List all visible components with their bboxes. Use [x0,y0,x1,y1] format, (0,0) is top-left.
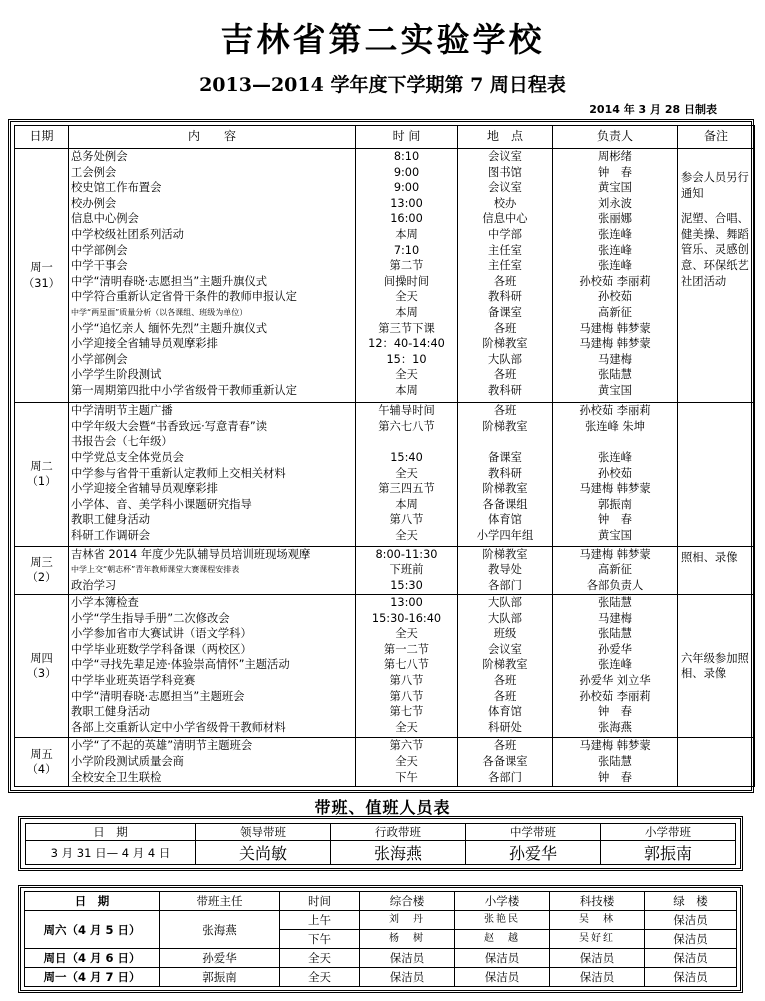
person-line: 孙爱华 刘立华 [579,674,651,688]
content-line: 政治学习 [71,578,117,592]
time-line: 本周 [395,497,418,511]
date-made: 2014 年 3 月 28 日制表 [589,103,717,116]
place-line: 各班 [493,689,517,703]
person-line: 马建梅 韩梦蒙 [579,739,651,753]
weekend-header-date: 日 期 [25,892,160,911]
content-line: 小学阶段测试质量会商 [71,755,184,769]
header-note: 备注 [678,126,755,149]
content-line: 中学符合重新认定省骨干条件的教师申报认定 [71,290,297,304]
duty-date: 3 月 31 日— 4 月 4 日 [26,841,196,865]
person-line: 张连峰 [598,259,632,273]
person-line: 马建梅 韩梦蒙 [579,321,651,335]
weekend-time: 全天 [280,949,360,968]
time-line: 全天 [395,368,418,382]
weekend-time: 上午 [280,911,360,930]
content-cell [69,738,356,787]
day-date: （31） [23,276,60,290]
day-cell [15,149,69,403]
note-text: 六年级参加照相、录像 [681,651,749,681]
person-line: 高新征 [598,563,632,577]
place-line: 主任室 [488,243,522,257]
place-line: 各班 [493,404,517,418]
content-line: 小学迎接全省辅导员观摩彩排 [71,337,218,351]
duty-primary: 郭振南 [601,841,736,865]
content-line: 教职工健身活动 [71,705,151,719]
person-cell [553,546,678,594]
duty-header-leader: 领导带班 [196,824,331,841]
time-line: 13:00 [390,596,423,610]
time-cell [356,595,458,738]
place-line: 大队部 [488,352,522,366]
person-line: 各部负责人 [586,578,644,592]
place-line: 各班 [493,739,517,753]
person-line: 张陆慧 [598,755,632,769]
time-cell [356,149,458,403]
place-line: 阶梯教室 [482,658,528,672]
weekend-xiaoxue: 保洁员 [455,968,550,987]
time-line: 全天 [395,466,418,480]
page-title: 吉林省第二实验学校 [220,20,545,59]
time-line: 9:00 [393,181,420,195]
person-line [555,434,675,450]
person-cell [553,738,678,787]
weekend-header-lv: 绿 楼 [645,892,737,911]
content-line: 中学校级社团系列活动 [71,227,184,241]
person-line: 张连峰 [598,227,632,241]
weekend-keji: 吴好红 [550,930,645,949]
person-cell [553,403,678,546]
time-line: 第六七八节 [378,419,435,433]
content-line: 小学学生阶段测试 [71,368,162,382]
day-date: （2） [26,571,57,585]
content-line: 中学年级大会暨“书香致远·写意青春”读 [71,419,268,433]
place-line: 教科研 [488,383,522,397]
place-line: 大队部 [488,596,522,610]
content-line: 小学本簿检查 [71,596,139,610]
place-line: 各班 [493,274,517,288]
content-line: 中学“两星面”质量分析（以各课组、班级为单位） [71,307,248,317]
time-line: 下班前 [389,563,424,577]
person-line: 张连峰 [598,658,632,672]
day-row [15,149,755,403]
time-line: 15:30 [390,578,423,592]
place-line: 中学部 [488,227,522,241]
place-line: 各备课组 [482,497,528,511]
time-line: 第三四五节 [378,482,435,496]
place-line: 各班 [493,321,517,335]
weekend-header-row [25,892,737,911]
person-line: 钟 春 [598,513,632,527]
time-line: 第八节 [389,689,424,703]
note-text: 泥塑、合唱、健美操、舞蹈管乐、灵感创意、环保纸艺社团活动 [681,212,749,288]
person-line: 张海燕 [598,720,632,734]
header-place: 地 点 [458,126,553,149]
content-line: 小学迎接全省辅导员观摩彩排 [71,482,218,496]
note-text: 照相、录像 [681,550,738,564]
time-line: 第七节 [389,705,424,719]
day-name: 周五 [30,747,53,761]
time-line: 第二节 [389,259,424,273]
place-line: 各部门 [488,578,522,592]
weekend-row [25,911,737,930]
place-line: 图书馆 [488,165,522,179]
weekend-row [25,949,737,968]
weekend-xiaoxue: 张艳民 [455,911,550,930]
weekend-lv: 保洁员 [645,968,737,987]
time-line: 8:00-11:30 [375,547,438,561]
note-cell [678,738,755,787]
weekend-table [24,891,737,987]
time-cell [356,403,458,546]
day-row [15,595,755,738]
weekend-header-time: 时间 [280,892,360,911]
place-line: 信息中心 [482,212,528,226]
person-line: 钟 春 [598,165,632,179]
person-line: 马建梅 韩梦蒙 [579,337,651,351]
time-cell [356,738,458,787]
time-line: 间操时间 [383,274,430,288]
person-line: 马建梅 [598,611,632,625]
content-cell [69,546,356,594]
person-line: 刘永波 [598,196,632,210]
note-cell [678,546,755,594]
person-line: 马建梅 [598,352,632,366]
time-line: 全天 [395,755,418,769]
note-cell [678,149,755,403]
duty-middle: 孙爱华 [466,841,601,865]
content-line: 各部上交重新认定中小学省级骨干教师材料 [71,720,286,734]
content-line: 小学部例会 [71,352,128,366]
schedule-header-row [15,126,755,149]
weekend-date: 周六（4 月 5 日） [25,911,160,949]
day-row [15,403,755,546]
content-line: 中学“清明春晓·志愿担当”主题升旗仪式 [71,274,268,288]
place-line: 教科研 [488,290,522,304]
content-line: 中学“清明春晓·志愿担当”主题班会 [71,689,245,703]
content-line: 中学党总支全体党员会 [71,450,184,464]
header-date: 日期 [15,126,69,149]
duty-admin: 张海燕 [331,841,466,865]
weekend-row [25,968,737,987]
place-line: 大队部 [488,611,522,625]
person-line: 张陆慧 [598,368,632,382]
person-line: 张丽娜 [598,212,632,226]
place-line: 会议室 [488,150,522,163]
header-person: 负责人 [553,126,678,149]
place-line: 主任室 [488,259,522,273]
duty-table-frame [18,816,743,871]
duty-title: 带班、值班人员表 [314,798,451,817]
place-line: 阶梯教室 [482,337,528,351]
time-line: 15:30-16:40 [371,611,442,625]
place-line: 教科研 [488,466,522,480]
weekend-lv: 保洁员 [645,911,737,930]
person-line: 马建梅 韩梦蒙 [579,482,651,496]
content-line: 信息中心例会 [71,212,139,226]
time-line: 第三节下课 [378,321,435,335]
weekend-zonghe: 杨 树 [360,930,455,949]
weekend-zonghe: 刘 丹 [360,911,455,930]
weekend-header-xiaoxue: 小学楼 [455,892,550,911]
day-name: 周一 [30,260,53,274]
time-line: 本周 [395,305,418,319]
place-line: 小学四年组 [476,528,534,542]
place-line: 阶梯教室 [482,419,528,433]
person-line: 孙校茹 李丽莉 [579,689,651,703]
weekend-header-keji: 科技楼 [550,892,645,911]
weekend-zonghe: 保洁员 [360,949,455,968]
place-line: 各班 [493,368,517,382]
place-line: 科研处 [488,720,522,734]
content-line: 小学体、音、美学科小课题研究指导 [71,497,252,511]
place-line: 教导处 [488,563,522,577]
content-line: 小学“了不起的英雄”清明节主题班会 [71,739,253,753]
person-cell [553,149,678,403]
content-cell [69,403,356,546]
weekend-xiaoxue: 赵 越 [455,930,550,949]
duty-value-row [26,841,736,865]
time-line: 第七八节 [383,658,430,672]
place-line: 会议室 [488,181,522,195]
weekend-keji: 保洁员 [550,949,645,968]
content-line: 中学毕业班英语学科竞赛 [71,674,196,688]
place-line [460,434,550,450]
time-line: 9:00 [393,165,420,179]
place-line: 各备课室 [482,755,528,769]
place-cell [458,546,553,594]
weekend-xiaoxue: 保洁员 [455,949,550,968]
duty-leader: 关尚敏 [196,841,331,865]
duty-table [25,823,736,865]
weekend-leader: 郭振南 [160,968,280,987]
content-line: 校史馆工作布置会 [71,181,162,195]
weekend-table-frame [18,885,743,993]
weekend-keji: 保洁员 [550,968,645,987]
content-cell [69,595,356,738]
day-cell [15,738,69,787]
person-line: 黄宝国 [598,181,632,195]
place-cell [458,149,553,403]
person-line: 孙爱华 [598,642,632,656]
time-line: 12：40-14:40 [368,337,445,351]
content-line: 小学参加省市大赛试讲（语文学科） [71,627,252,641]
weekend-date: 周日（4 月 6 日） [25,949,160,968]
content-line: 第一周期第四批中小学省级骨干教师重新认定 [71,383,297,397]
person-cell [553,595,678,738]
note-text: 参会人员另行通知 [681,171,749,200]
weekend-keji: 吴 林 [550,911,645,930]
duty-header-row [26,824,736,841]
content-line: 中学参与省骨干重新认定教师上交相关材料 [71,466,286,480]
time-line: 第一二节 [383,642,430,656]
weekend-zonghe: 保洁员 [360,968,455,987]
place-line: 校办 [493,196,517,210]
weekend-header-zonghe: 综合楼 [360,892,455,911]
duty-header-middle: 中学带班 [466,824,601,841]
content-line: 小学“追忆亲人 缅怀先烈”主题升旗仪式 [71,321,268,335]
content-line: 小学“学生指导手册”二次修改会 [71,611,230,625]
person-line: 钟 春 [598,770,632,784]
duty-header-admin: 行政带班 [331,824,466,841]
time-line: 第八节 [389,674,424,688]
place-cell [458,595,553,738]
time-line: 全天 [395,528,418,542]
place-line: 阶梯教室 [482,482,528,496]
note-cell [678,403,755,546]
place-line: 各部门 [488,770,522,784]
place-line: 备课室 [488,305,522,319]
person-line: 郭振南 [598,497,632,511]
header-time: 时 间 [356,126,458,149]
place-line: 各班 [493,674,517,688]
content-line: 中学部例会 [71,243,128,257]
day-name: 周四 [30,651,53,665]
weekend-header-leader: 带班主任 [160,892,280,911]
day-cell [15,546,69,594]
header-content: 内 容 [69,126,356,149]
time-line: 本周 [395,227,418,241]
duty-header-primary: 小学带班 [601,824,736,841]
content-line: 校办例会 [71,196,117,210]
person-line: 张连峰 [598,450,632,464]
person-line: 黄宝国 [598,383,632,397]
time-line: 本周 [395,383,418,397]
time-line: 下午 [395,770,418,784]
weekend-lv: 保洁员 [645,949,737,968]
day-cell [15,403,69,546]
place-line: 备课室 [488,450,522,464]
day-name: 周二 [30,459,53,473]
place-line: 会议室 [488,642,522,656]
person-line: 钟 春 [598,705,632,719]
content-line: 中学“寻找先辈足迹·体验崇高情怀”主题活动 [71,658,290,672]
content-line: 科研工作调研会 [71,528,151,542]
content-line: 中学毕业班数学学科备课（两校区） [71,642,252,656]
person-line: 孙校茹 [598,466,632,480]
weekend-time: 下午 [280,930,360,949]
person-line: 高新征 [598,305,632,319]
content-line: 中学上交“朝志杯”青年教师课堂大赛课程安排表 [71,565,240,575]
time-line: 午辅导时间 [378,404,435,418]
content-line: 中学清明节主题广播 [71,404,173,418]
place-line: 阶梯教室 [482,547,528,561]
place-cell [458,738,553,787]
time-line: 15：10 [386,352,427,366]
person-line: 马建梅 韩梦蒙 [579,547,651,561]
day-date: （4） [26,763,57,777]
day-date: （3） [26,667,57,681]
weekend-date: 周一（4 月 7 日） [25,968,160,987]
person-line: 张陆慧 [598,596,632,610]
person-line: 张陆慧 [598,627,632,641]
day-cell [15,595,69,738]
person-line: 黄宝国 [598,528,632,542]
place-line: 体育馆 [488,705,522,719]
place-line: 体育馆 [488,513,522,527]
time-line: 16:00 [390,212,423,226]
person-line: 孙校茹 李丽莉 [579,274,651,288]
person-line: 孙校茹 [598,290,632,304]
time-line: 7:10 [393,243,420,257]
content-cell [69,149,356,403]
weekend-time: 全天 [280,968,360,987]
day-row [15,738,755,787]
content-line: 工会例会 [71,165,117,179]
time-line: 全天 [395,627,418,641]
content-line: 全校安全卫生联检 [71,770,162,784]
time-line: 全天 [395,290,418,304]
content-line: 中学干事会 [71,259,128,273]
time-line: 第六节 [389,739,424,753]
schedule-table [14,125,755,787]
time-cell [356,546,458,594]
place-line: 班级 [493,627,517,641]
time-line: 全天 [395,720,418,734]
weekend-leader: 孙爱华 [160,949,280,968]
day-date: （1） [26,475,57,489]
day-name: 周三 [30,555,53,569]
weekend-leader: 张海燕 [160,911,280,949]
place-cell [458,403,553,546]
note-cell [678,595,755,738]
person-line: 孙校茹 李丽莉 [579,404,651,418]
schedule-table-frame [8,119,754,793]
time-line: 第八节 [389,513,424,527]
person-line: 张连峰 [598,243,632,257]
content-line: 教职工健身活动 [71,513,151,527]
weekend-lv: 保洁员 [645,930,737,949]
time-line: 13:00 [390,196,423,210]
time-line: 8:10 [393,150,420,163]
person-line: 张连峰 朱坤 [584,419,646,433]
day-row [15,546,755,594]
time-line [358,434,455,450]
content-line: 总务处例会 [71,150,128,163]
content-line: 吉林省 2014 年度少先队辅导员培训班现场观摩 [71,547,311,561]
page-subtitle: 2013—2014 学年度下学期第 7 周日程表 [199,74,566,96]
content-line: 书报告会（七年级） [71,435,173,449]
duty-header-date: 日 期 [26,824,196,841]
time-line: 15:40 [390,450,423,464]
person-line: 周彬绪 [598,150,632,163]
